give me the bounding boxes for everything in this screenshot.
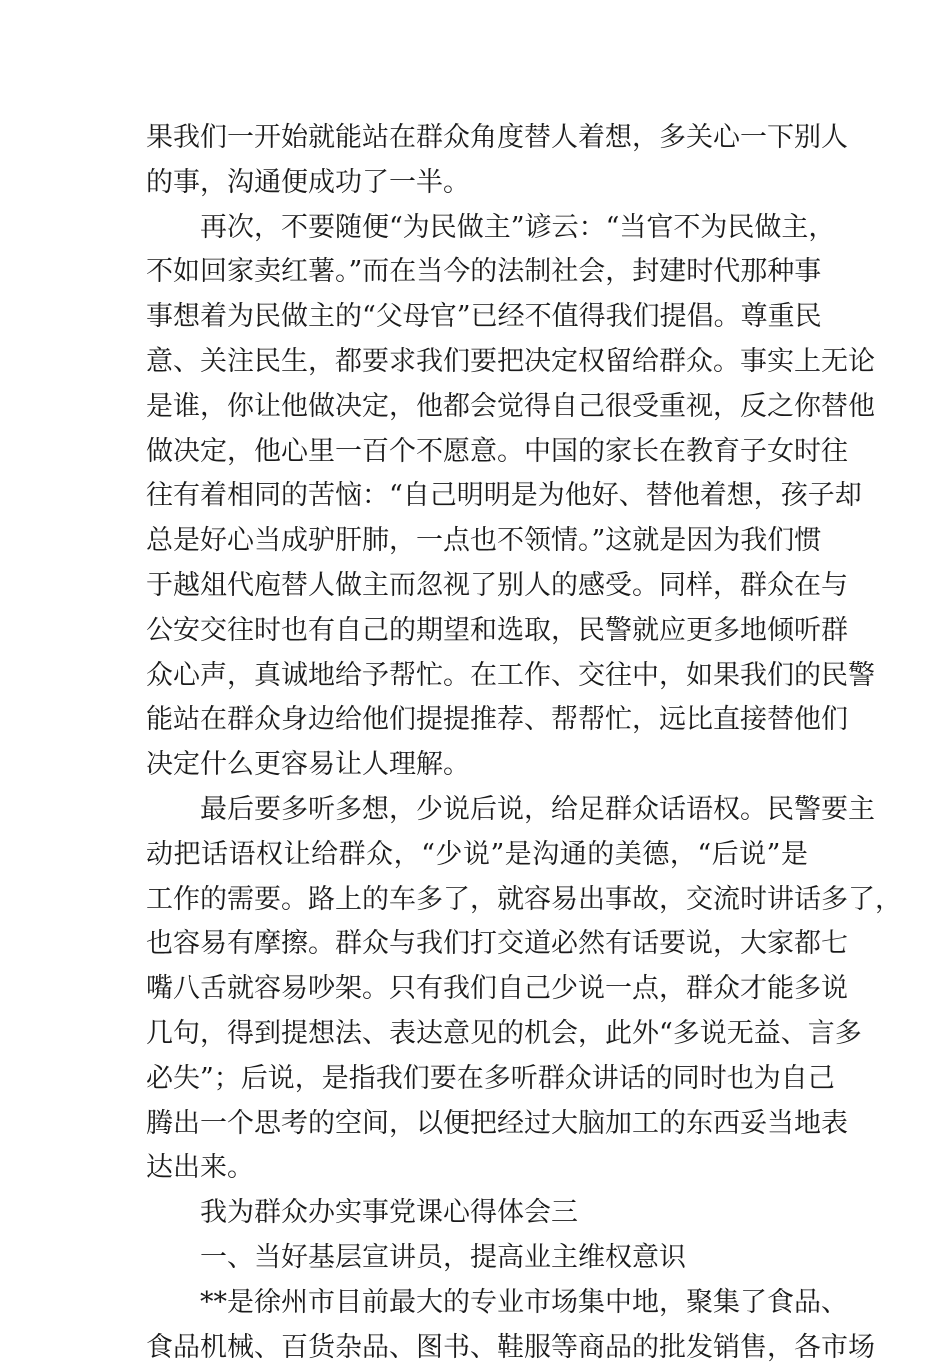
text-line: 食品机械、百货杂品、图书、鞋服等商品的批发销售，各市场 xyxy=(146,1331,875,1363)
text-line: 的事，沟通便成功了一半。 xyxy=(146,166,470,198)
text-line: 总是好心当成驴肝肺，一点也不领情。”这就是因为我们惯 xyxy=(146,525,822,557)
text-line: 是谁，你让他做决定，他都会觉得自己很受重视，反之你替他 xyxy=(146,390,875,422)
text-line: 做决定，他心里一百个不愿意。中国的家长在教育子女时往 xyxy=(146,435,848,467)
text-line: 决定什么更容易让人理解。 xyxy=(146,749,470,781)
text-line: 往有着相同的苦恼：“自己明明是为他好、替他着想，孩子却 xyxy=(146,480,862,512)
text-line: 几句，得到提想法、表达意见的机会，此外“多说无益、言多 xyxy=(146,1017,862,1049)
paragraph-first-line: 再次，不要随便“为民做主”谚云：“当官不为民做主， xyxy=(200,211,836,243)
text-line: 嘴八舌就容易吵架。只有我们自己少说一点，群众才能多说 xyxy=(146,973,848,1005)
text-line: 腾出一个思考的空间，以便把经过大脑加工的东西妥当地表 xyxy=(146,1107,848,1139)
paragraph-first-line: **是徐州市目前最大的专业市场集中地，聚集了食品、 xyxy=(200,1286,848,1318)
text-line: 不如回家卖红薯。”而在当今的法制社会，封建时代那种事 xyxy=(146,256,822,288)
text-line: 意、关注民生，都要求我们要把决定权留给群众。事实上无论 xyxy=(146,345,875,377)
section-heading: 一、当好基层宣讲员，提高业主维权意识 xyxy=(200,1241,686,1273)
text-line: 众心声，真诚地给予帮忙。在工作、交往中，如果我们的民警 xyxy=(146,659,875,691)
text-line: 于越俎代庖替人做主而忽视了别人的感受。同样，群众在与 xyxy=(146,569,848,601)
text-line: 动把话语权让给群众，“少说”是沟通的美德，“后说”是 xyxy=(146,838,808,870)
paragraph-first-line: 最后要多听多想，少说后说，给足群众话语权。民警要主 xyxy=(200,793,875,825)
document-body xyxy=(146,116,902,1370)
text-line: 能站在群众身边给他们提提推荐、帮帮忙，远比直接替他们 xyxy=(146,704,848,736)
section-title: 我为群众办实事党课心得体会三 xyxy=(200,1197,578,1229)
text-line: 公安交往时也有自己的期望和选取，民警就应更多地倾听群 xyxy=(146,614,848,646)
text-line: 达出来。 xyxy=(146,1152,254,1184)
text-line: 果我们一开始就能站在群众角度替人着想，多关心一下别人 xyxy=(146,122,848,153)
text-line: 事想着为民做主的“父母官”已经不值得我们提倡。尊重民 xyxy=(146,301,822,333)
text-line: 必失”；后说，是指我们要在多听群众讲话的同时也为自己 xyxy=(146,1062,835,1094)
text-line: 工作的需要。路上的车多了，就容易出事故，交流时讲话多了， xyxy=(146,883,902,915)
text-line: 也容易有摩擦。群众与我们打交道必然有话要说，大家都七 xyxy=(146,928,848,960)
